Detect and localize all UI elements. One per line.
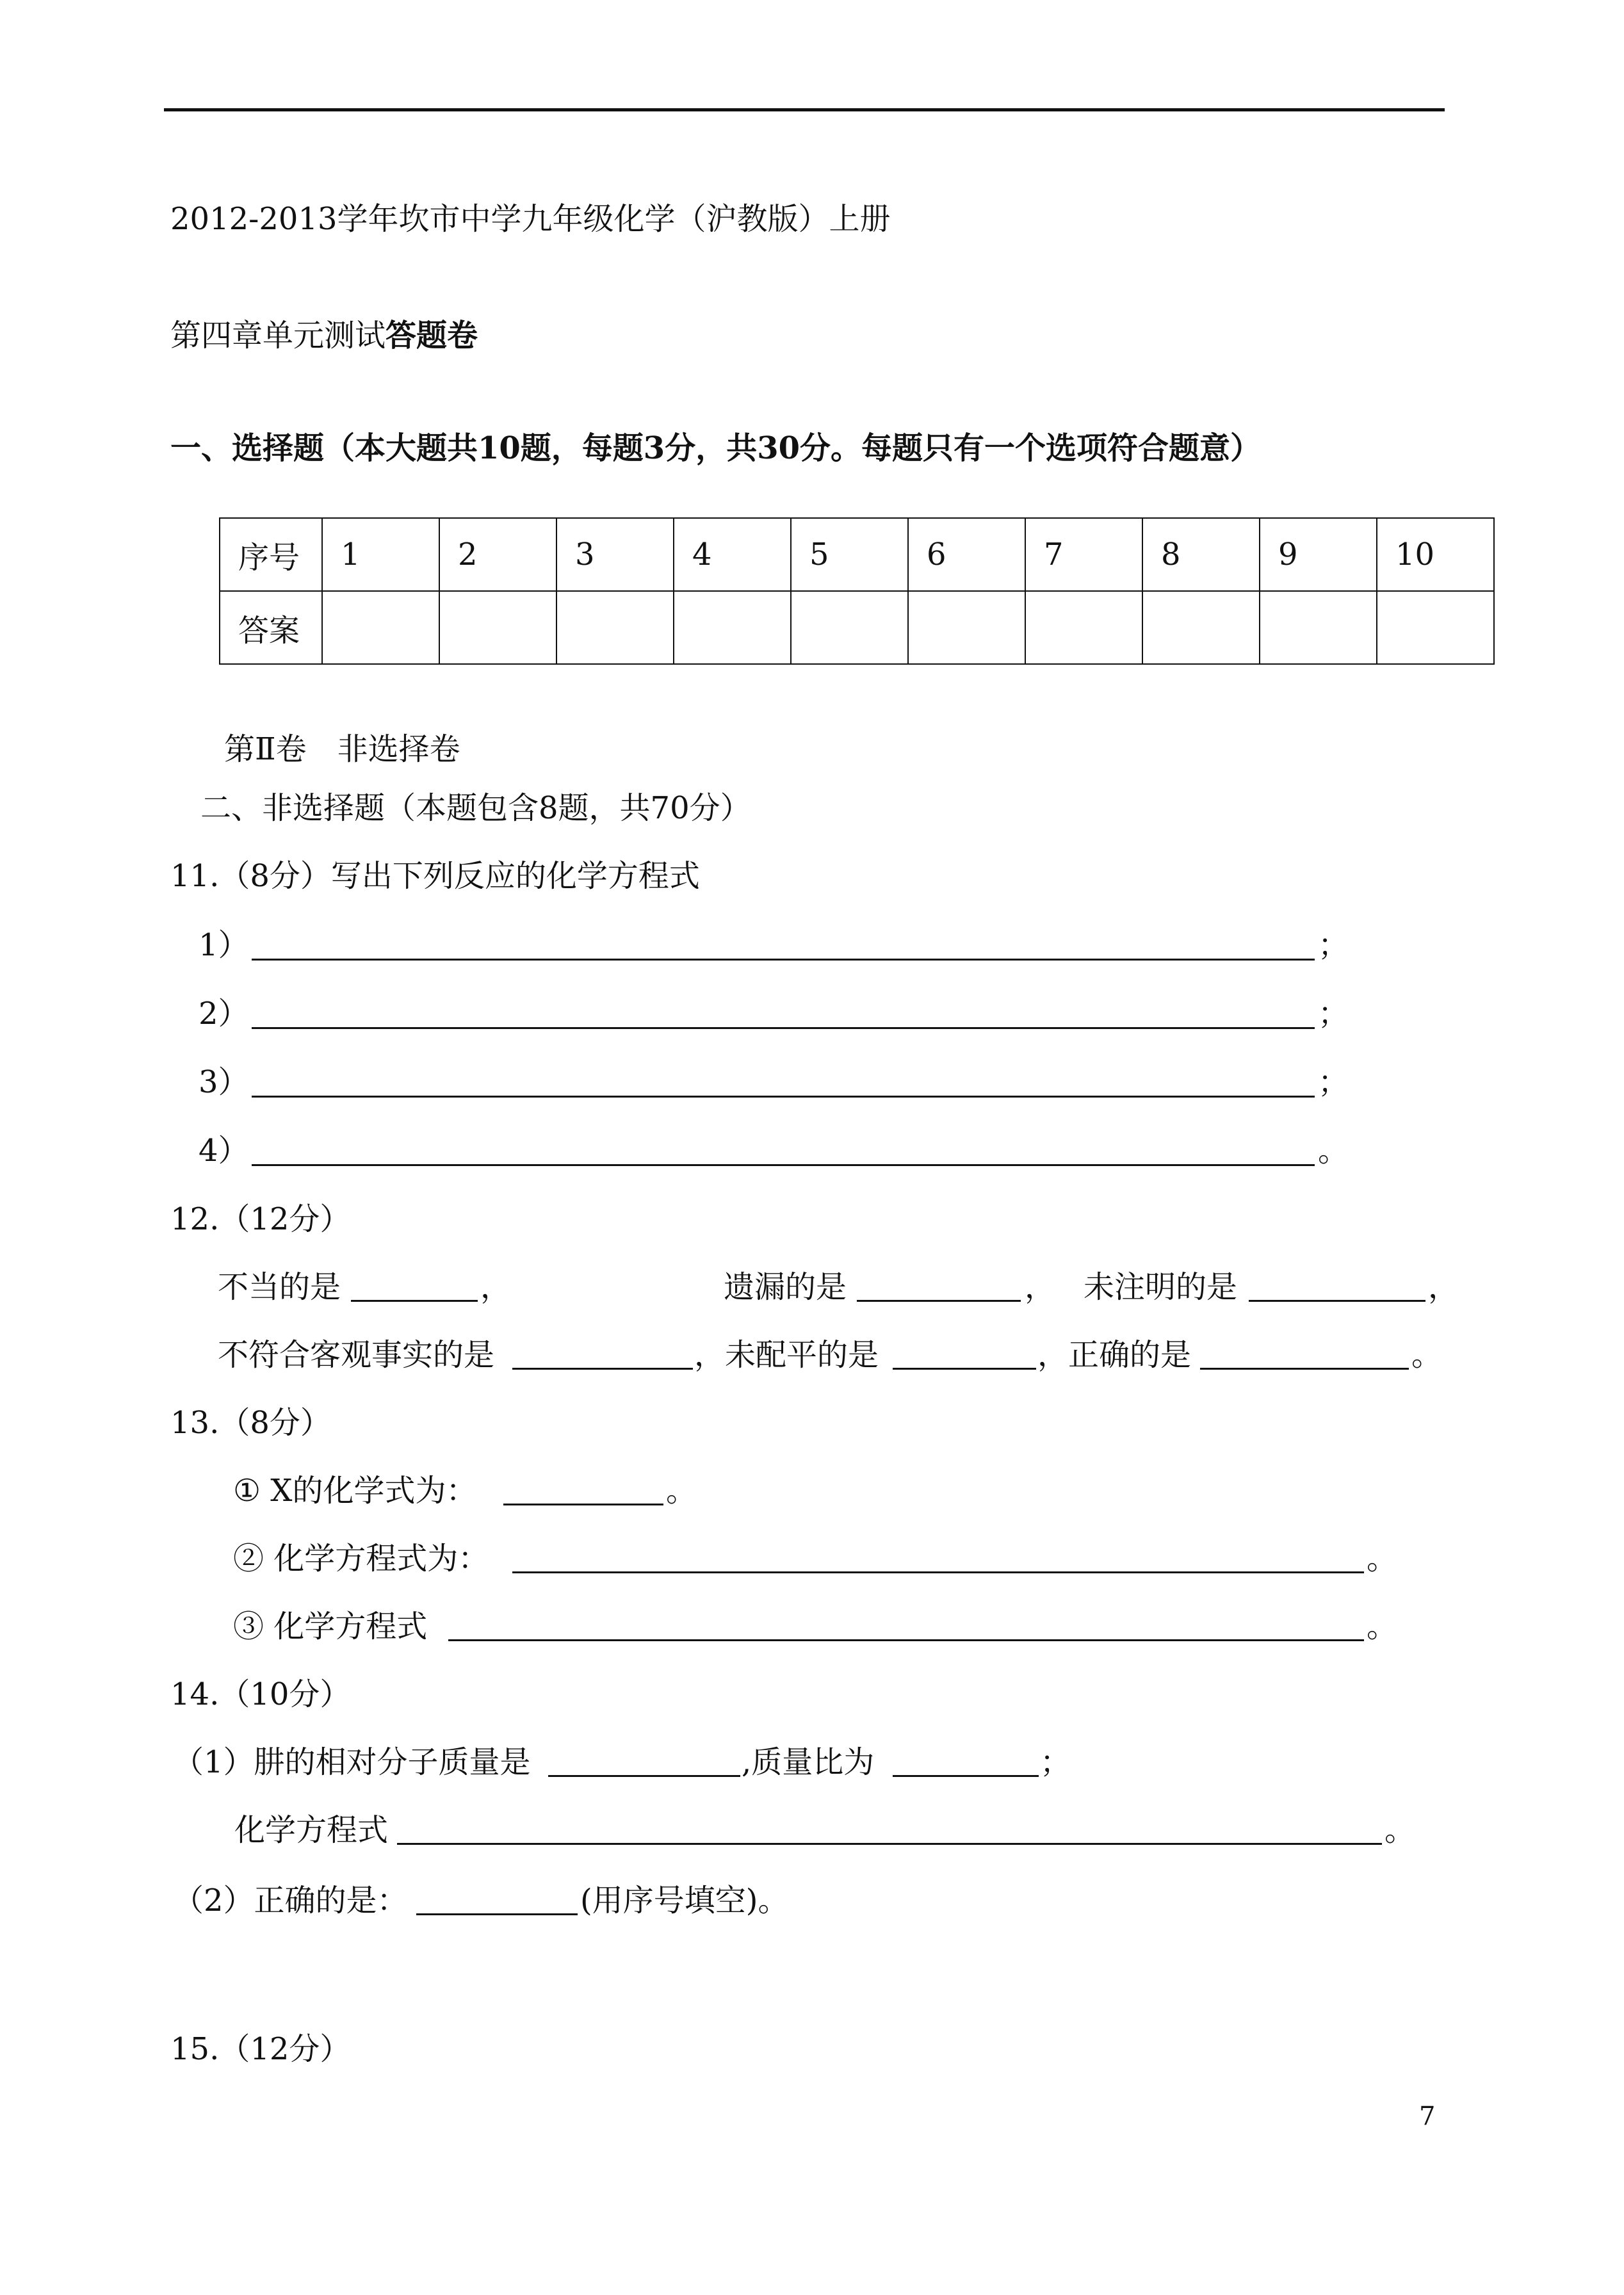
q12-unbalanced-blank[interactable]: [893, 1368, 1036, 1370]
q11-answer-line[interactable]: [252, 1096, 1315, 1098]
answer-cell[interactable]: [1260, 591, 1377, 664]
q11-item-number: 2）: [199, 996, 249, 1032]
q12-unmarked-label: 未注明的是: [1084, 1269, 1238, 1305]
header-rule: [164, 108, 1445, 111]
question-number-cell: 3: [556, 518, 674, 591]
question-number-cell: 10: [1377, 518, 1494, 591]
question-number-cell: 8: [1142, 518, 1260, 591]
volume-title: 第Ⅱ卷 非选择卷: [224, 731, 460, 767]
answer-cell[interactable]: [1142, 591, 1260, 664]
answer-cell[interactable]: [439, 591, 556, 664]
q12-not-fact-label: 不符合客观事实的是: [218, 1337, 495, 1373]
q11-answer-line[interactable]: [252, 1027, 1315, 1029]
answer-cell[interactable]: [1377, 591, 1494, 664]
q11-item-end: 。: [1318, 1133, 1349, 1169]
q14-part2-end: (用序号填空)。: [580, 1883, 789, 1918]
q15-label: 15.（12分）: [170, 2031, 351, 2067]
answer-table-answer-row: [220, 591, 1494, 664]
question-number-cell: 5: [791, 518, 908, 591]
q12-label: 12.（12分）: [170, 1201, 351, 1237]
q13-line3-label: ③ 化学方程式: [233, 1609, 428, 1644]
q13-label: 13.（8分）: [170, 1405, 331, 1441]
question-number-cell: 1: [322, 518, 439, 591]
q13-equation-blank[interactable]: [448, 1639, 1364, 1641]
document-subtitle: [170, 316, 478, 355]
q14-label: 14.（10分）: [170, 1676, 351, 1712]
q14-part1-label: （1）肼的相对分子质量是: [173, 1744, 531, 1780]
q12-correct-label: ，正确的是: [1037, 1337, 1192, 1373]
answer-table-number-row: [220, 518, 1494, 591]
q14-equation-end: 。: [1384, 1812, 1416, 1848]
answer-cell[interactable]: [1025, 591, 1142, 664]
row-label-answer: 答案: [220, 591, 322, 664]
q13-line3-end: 。: [1367, 1609, 1398, 1644]
q14-mass-ratio-blank[interactable]: [893, 1775, 1039, 1777]
q12-unbalanced-label: ，未配平的是: [694, 1337, 879, 1373]
section2-heading: 二、非选择题（本题包含8题，共70分）: [200, 790, 751, 826]
q14-equation-label: 化学方程式: [234, 1812, 389, 1848]
section1-heading: 一、选择题（本大题共10题，每题3分，共30分。每题只有一个选项符合题意）: [170, 430, 1261, 466]
answer-cell[interactable]: [322, 591, 439, 664]
subtitle-bold: 答题卷: [386, 318, 478, 353]
q12-separator: ，: [1025, 1269, 1056, 1305]
q12-improper-blank[interactable]: [351, 1300, 478, 1302]
q12-not-fact-blank[interactable]: [512, 1368, 693, 1370]
question-number-cell: 6: [908, 518, 1025, 591]
q14-correct-blank[interactable]: [416, 1913, 578, 1915]
question-number-cell: 4: [674, 518, 791, 591]
q14-mass-ratio-label: ,质量比为: [742, 1744, 875, 1780]
document-title: 2012-2013学年坎市中学九年级化学（沪教版）上册: [170, 201, 891, 237]
q14-molecular-mass-blank[interactable]: [548, 1775, 740, 1777]
q11-item-number: 3）: [199, 1064, 249, 1100]
q14-part2-label: （2）正确的是：: [173, 1883, 408, 1918]
page-number: 7: [1419, 2102, 1436, 2131]
q13-line2-end: 。: [1367, 1541, 1398, 1577]
q12-omitted-blank[interactable]: [857, 1300, 1021, 1302]
answer-cell[interactable]: [556, 591, 674, 664]
q14-equation-blank[interactable]: [397, 1843, 1382, 1845]
q11-item-end: ；: [1318, 927, 1349, 963]
q11-item-end: ；: [1318, 996, 1349, 1032]
answer-cell[interactable]: [674, 591, 791, 664]
q11-label: 11.（8分）写出下列反应的化学方程式: [170, 858, 700, 894]
q13-equation-blank[interactable]: [512, 1571, 1364, 1573]
q12-improper-label: 不当的是: [218, 1269, 341, 1305]
question-number-cell: 7: [1025, 518, 1142, 591]
answer-table: [219, 517, 1495, 665]
q11-item-number: 4）: [199, 1133, 249, 1169]
answer-cell[interactable]: [791, 591, 908, 664]
question-number-cell: 9: [1260, 518, 1377, 591]
q14-part1-end: ；: [1040, 1744, 1071, 1780]
q11-item-number: 1）: [199, 927, 249, 963]
q12-separator: ，: [1428, 1269, 1459, 1305]
question-number-cell: 2: [439, 518, 556, 591]
subtitle-plain: 第四章单元测试: [170, 318, 386, 353]
q12-end: 。: [1411, 1337, 1443, 1373]
q11-item-end: ；: [1318, 1064, 1349, 1100]
q11-answer-line[interactable]: [252, 1164, 1315, 1166]
q12-separator: ，: [480, 1269, 512, 1305]
q13-line2-label: ② 化学方程式为：: [233, 1541, 489, 1577]
q13-formula-blank[interactable]: [503, 1504, 663, 1505]
q12-omitted-label: 遗漏的是: [724, 1269, 847, 1305]
answer-cell[interactable]: [908, 591, 1025, 664]
q13-line1-label: ① X的化学式为：: [233, 1473, 477, 1509]
q13-line1-end: 。: [666, 1473, 697, 1509]
q11-answer-line[interactable]: [252, 959, 1315, 961]
q12-correct-blank[interactable]: [1200, 1368, 1409, 1370]
row-label-number: 序号: [220, 518, 322, 591]
q12-unmarked-blank[interactable]: [1249, 1300, 1425, 1302]
